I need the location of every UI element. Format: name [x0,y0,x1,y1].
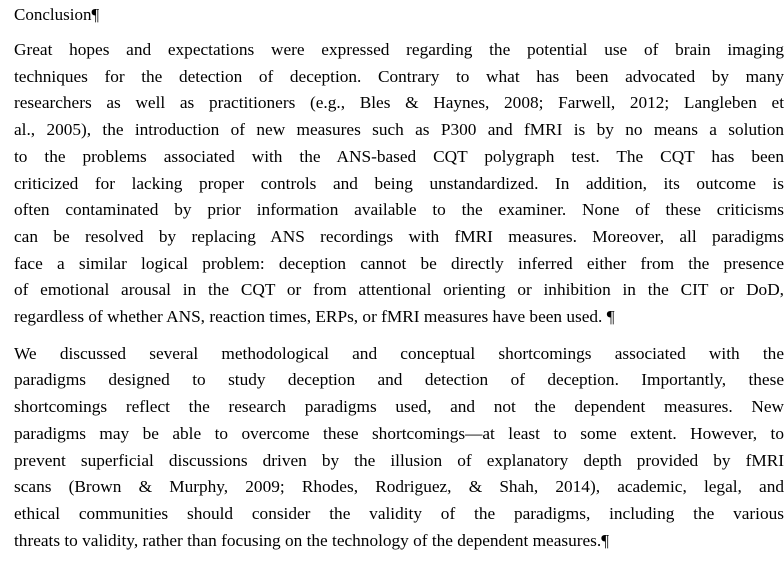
paragraph-2-line-4: paradigms may be able to overcome these shortcomings—at least to some extent. However, to [14,423,784,443]
paragraph-1-line-10: of emotional arousal in the CQT or from attentional orienting or inhibition in the CIT or DoD, [14,280,784,300]
paragraph-1-line-6: criticized for lacking proper controls and being unstandardized. In addition, its outcome is [14,173,784,193]
paragraph-1-line-3: researchers as well as practitioners (e.g., Bles & Haynes, 2008; Farwell, 2012; Langleben et [14,93,784,113]
paragraph-1-line-11 [14,304,784,331]
paragraph-1-line-4: al., 2005), the introduction of new measures such as P300 and fMRI is by no means a solution [14,120,784,140]
paragraph-1-line-9: face a similar logical problem: deception cannot be directly inferred either from the presence [14,253,784,273]
paragraph-2 [14,341,784,555]
paragraph-1-line-7: often contaminated by prior information available to the examiner. None of these criticisms [14,200,784,220]
paragraph-2-line-5: prevent superficial discussions driven by the illusion of explanatory depth provided by fMRI [14,450,784,470]
paragraph-2-line-3: shortcomings reflect the research paradigms used, and not the dependent measures. New [14,397,784,417]
pilcrow-mark: ¶ [606,307,615,327]
paragraph-1-line-5: to the problems associated with the ANS-based CQT polygraph test. The CQT has been [14,146,784,166]
paragraph-2-line-2: paradigms designed to study deception and detection of deception. Importantly, these [14,370,784,390]
pilcrow-mark: ¶ [91,5,100,24]
pilcrow-mark: ¶ [601,530,610,550]
section-heading [14,5,784,25]
paragraph-1-line-11-text: regardless of whether ANS, reaction times, ERPs, or fMRI measures have been used. [14,307,607,327]
document-body[interactable] [14,0,784,554]
paragraph-2-line-7: ethical communities should consider the validity of the paradigms, including the various [14,503,784,523]
paragraph-1 [14,37,784,331]
paragraph-1-line-1: Great hopes and expectations were expressed regarding the potential use of brain imaging [14,40,784,59]
heading-text: Conclusion [14,5,92,24]
paragraph-2-line-1: We discussed several methodological and conceptual shortcomings associated with the [14,343,784,363]
paragraph-2-line-6: scans (Brown & Murphy, 2009; Rhodes, Rodriguez, & Shah, 2014), academic, legal, and [14,477,784,497]
paragraph-2-line-8-text: threats to validity, rather than focusing on the technology of the dependent measures. [14,530,602,550]
paragraph-1-line-2: techniques for the detection of deception. Contrary to what has been advocated by many [14,66,784,86]
paragraph-2-line-8 [14,528,784,555]
paragraph-1-line-8: can be resolved by replacing ANS recordings with fMRI measures. Moreover, all paradigms [14,226,784,246]
